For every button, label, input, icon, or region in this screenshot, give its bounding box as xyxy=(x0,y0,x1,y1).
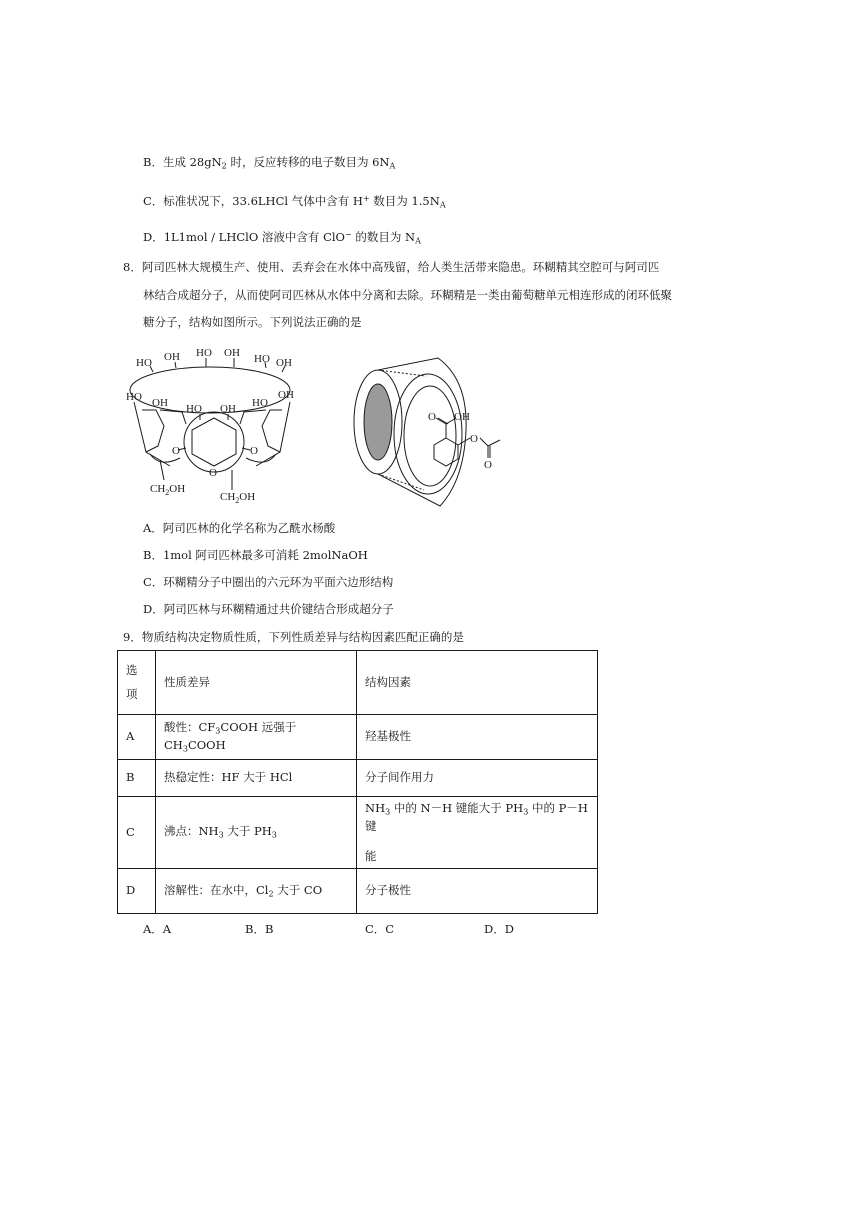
o-label: O xyxy=(470,433,478,445)
q7-option-b: B．生成 $28gN_2$ 时，反应转移的电子数目为 $6N_A$ xyxy=(143,155,396,171)
ho-label: HO xyxy=(252,397,268,409)
q9-table xyxy=(117,650,598,914)
q8-option-b: B．1mol 阿司匹林最多可消耗 2molNaOH xyxy=(143,548,368,562)
oh-label: OH xyxy=(152,397,168,409)
ho-label: HO xyxy=(136,357,152,369)
q7-option-d: D．1L1mol / LHClO 溶液中含有 ClO− 的数目为 $N_A$ xyxy=(143,230,421,246)
q9-answer-b: B．B xyxy=(245,922,274,936)
q9-answer-a: A．A xyxy=(143,922,172,936)
option-cell: A xyxy=(118,715,156,760)
oh-label: OH xyxy=(454,411,470,423)
o-label: O xyxy=(428,411,436,423)
ho-label: HO xyxy=(186,403,202,415)
q8-option-c: C．环糊精分子中圈出的六元环为平面六边形结构 xyxy=(143,575,394,589)
q9-answer-c: C．C xyxy=(365,922,395,936)
ch2oh-label: $CH_2OH$ xyxy=(220,491,256,505)
q8-option-a: A．阿司匹林的化学名称为乙酰水杨酸 xyxy=(143,521,336,535)
q9-answer-d: D．D xyxy=(484,922,514,936)
oh-label: OH xyxy=(164,351,180,363)
o-label: O xyxy=(172,445,180,457)
q7-option-c: C．标准状况下，33.6LHCl 气体中含有 H+ 数目为 $1.5N_A$ xyxy=(143,194,446,210)
q8-stem-line2: 林结合成超分子，从而使阿司匹林从水体中分离和去除。环糊精是一类由葡萄糖单元相连形成的闭环低聚 xyxy=(143,288,672,302)
cyclodextrin-structure-figure xyxy=(120,340,310,508)
table-row xyxy=(118,715,598,760)
factor-cell: 分子间作用力 xyxy=(357,760,598,797)
q8-stem-line1: 8．阿司匹林大规模生产、使用、丢弃会在水体中高残留，给人类生活带来隐患。环糊精其空腔可与阿司匹 xyxy=(123,260,660,274)
option-cell: C xyxy=(118,797,156,869)
ho-label: HO xyxy=(196,347,212,359)
oh-label: OH xyxy=(276,357,292,369)
ho-label: HO xyxy=(126,391,142,403)
table-row xyxy=(118,797,598,869)
o-label: O xyxy=(484,459,492,471)
property-cell: 酸性：$CF_3COOH$ 远强于 $CH_3COOH$ xyxy=(156,715,357,760)
header-option-cell: 选 项 xyxy=(118,651,156,715)
q8-option-d: D．阿司匹林与环糊精通过共价键结合形成超分子 xyxy=(143,602,394,616)
o-label: O xyxy=(250,445,258,457)
factor-cell: 分子极性 xyxy=(357,869,598,914)
factor-cell: $NH_3$ 中的 N－H 键能大于 $PH_3$ 中的 P－H 键 能 xyxy=(357,797,598,869)
option-cell: B xyxy=(118,760,156,797)
q8-stem-line3: 糖分子，结构如图所示。下列说法正确的是 xyxy=(143,315,362,329)
oh-label: OH xyxy=(224,347,240,359)
header-factor-cell: 结构因素 xyxy=(357,651,598,715)
o-label: O xyxy=(209,467,217,479)
property-cell: 沸点：$NH_3$ 大于 $PH_3$ xyxy=(156,797,357,869)
ho-label: HO xyxy=(254,353,270,365)
factor-cell: 羟基极性 xyxy=(357,715,598,760)
cyclodextrin-aspirin-inclusion-figure xyxy=(348,350,528,510)
oh-label: OH xyxy=(220,403,236,415)
table-row xyxy=(118,760,598,797)
property-cell: 热稳定性：HF 大于 HCl xyxy=(156,760,357,797)
option-cell: D xyxy=(118,869,156,914)
table-row xyxy=(118,869,598,914)
ch2oh-label: $CH_2OH$ xyxy=(150,483,186,497)
q9-stem: 9．物质结构决定物质性质，下列性质差异与结构因素匹配正确的是 xyxy=(123,630,464,644)
table-row xyxy=(118,651,598,715)
oh-label: OH xyxy=(278,389,294,401)
header-property-cell: 性质差异 xyxy=(156,651,357,715)
property-cell: 溶解性：在水中，$Cl_2$ 大于 CO xyxy=(156,869,357,914)
